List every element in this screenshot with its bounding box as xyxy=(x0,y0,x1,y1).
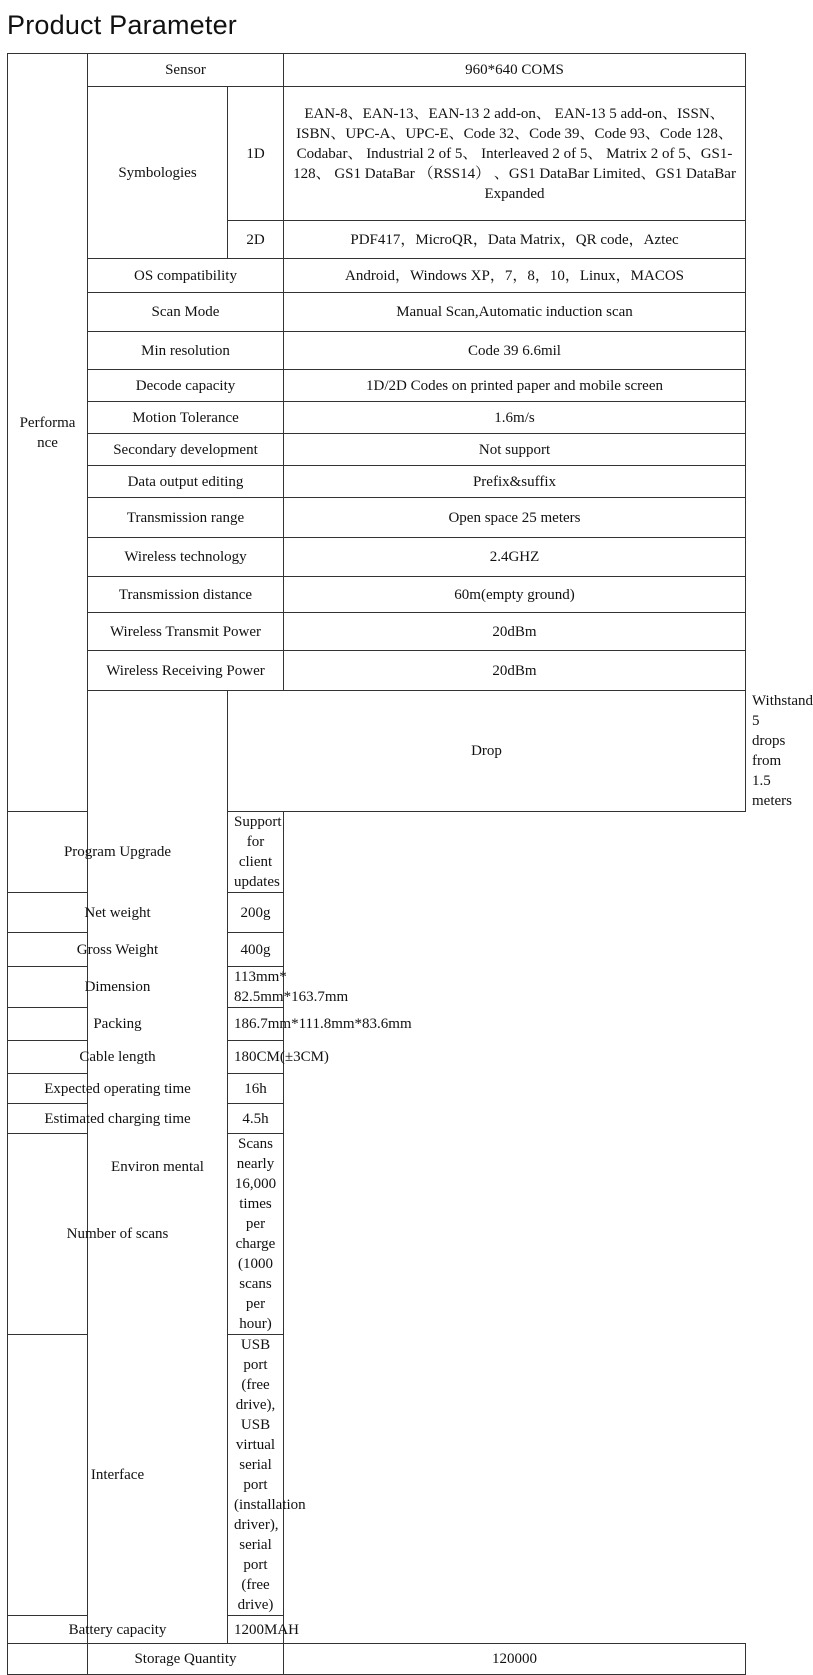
param-label: Battery capacity xyxy=(8,1616,228,1644)
table-row xyxy=(8,293,746,332)
table-row xyxy=(8,259,746,293)
param-value: 1.6m/s xyxy=(284,402,746,434)
param-label: Drop xyxy=(228,691,746,812)
table-row xyxy=(8,1616,746,1644)
table-row xyxy=(8,54,746,87)
param-label: Motion Tolerance xyxy=(88,402,284,434)
param-label: Interface xyxy=(8,1335,228,1616)
param-value: 2.4GHZ xyxy=(284,538,746,577)
param-value: 200g xyxy=(228,893,284,933)
table-row xyxy=(8,1104,746,1134)
param-value: 20dBm xyxy=(284,613,746,651)
table-row xyxy=(8,538,746,577)
table-row xyxy=(8,1008,746,1041)
category-performance: Performa nce xyxy=(8,54,88,812)
param-label: Transmission range xyxy=(88,498,284,538)
param-label: Wireless Transmit Power xyxy=(88,613,284,651)
table-row xyxy=(8,613,746,651)
param-label: Min resolution xyxy=(88,332,284,370)
param-value: Support for client updates xyxy=(228,812,284,893)
table-row xyxy=(8,893,746,933)
table-row: Environ mental Drop Withstand 5 drops from 1.5 meters xyxy=(8,691,746,812)
table-row xyxy=(8,967,746,1008)
param-label: Sensor xyxy=(88,54,284,87)
param-label: Transmission distance xyxy=(88,577,284,613)
param-value: Android，Windows XP，7，8，10，Linux，MACOS xyxy=(284,259,746,293)
param-label: Cable length xyxy=(8,1041,228,1074)
table-row xyxy=(8,87,746,221)
table-row xyxy=(8,812,746,893)
param-value: 960*640 COMS xyxy=(284,54,746,87)
parameter-table xyxy=(7,53,813,1675)
param-label: OS compatibility xyxy=(88,259,284,293)
table-row xyxy=(8,651,746,691)
param-value: 20dBm xyxy=(284,651,746,691)
table-row xyxy=(8,402,746,434)
table-row xyxy=(8,466,746,498)
table-row xyxy=(8,434,746,466)
category-environmental: Environ mental xyxy=(88,691,228,1644)
param-label: Packing xyxy=(8,1008,228,1041)
param-value: 120000 xyxy=(284,1644,746,1675)
page-title: Product Parameter xyxy=(7,10,237,40)
param-value: EAN-8、EAN-13、EAN-13 2 add-on、 EAN-13 5 add-on、ISSN、ISBN、UPC-A、UPC-E、Code 32、Code 39、Code 93、Code 128、Codabar、 Industrial 2 of 5、 Interleaved 2 of 5、 Matrix 2 of 5、GS1-128、 GS1 DataBar （RSS14） 、GS1 DataBar Limited、GS1 DataBar Expanded xyxy=(284,87,746,221)
param-value: PDF417，MicroQR，Data Matrix，QR code，Aztec xyxy=(284,221,746,259)
param-label: Gross Weight xyxy=(8,933,228,967)
param-label: Storage Quantity xyxy=(88,1644,284,1675)
param-label: Expected operating time xyxy=(8,1074,228,1104)
table-row xyxy=(8,1041,746,1074)
param-label: Estimated charging time xyxy=(8,1104,228,1134)
param-label: Number of scans xyxy=(8,1134,228,1335)
param-value: 60m(empty ground) xyxy=(284,577,746,613)
sub-label: 1D xyxy=(228,87,284,221)
param-value: 4.5h xyxy=(228,1104,284,1134)
param-value: Not support xyxy=(284,434,746,466)
table-row xyxy=(8,577,746,613)
sub-label: 2D xyxy=(228,221,284,259)
category-empty xyxy=(8,1644,88,1675)
param-value: 1200MAH xyxy=(228,1616,284,1644)
param-value: Prefix&suffix xyxy=(284,466,746,498)
param-value: 186.7mm*111.8mm*83.6mm xyxy=(228,1008,284,1041)
param-label: Program Upgrade xyxy=(8,812,228,893)
param-label: Decode capacity xyxy=(88,370,284,402)
param-label: Dimension xyxy=(8,967,228,1008)
param-value: 16h xyxy=(228,1074,284,1104)
param-value: 1D/2D Codes on printed paper and mobile screen xyxy=(284,370,746,402)
table-row xyxy=(8,1074,746,1104)
param-value: USB port (free drive), USB virtual serial port (installation driver), serial port (free drive) xyxy=(228,1335,284,1616)
param-label: Wireless Receiving Power xyxy=(88,651,284,691)
table-row xyxy=(8,1644,746,1675)
param-label: Wireless technology xyxy=(88,538,284,577)
table-row xyxy=(8,332,746,370)
param-value: Manual Scan,Automatic induction scan xyxy=(284,293,746,332)
param-value: 400g xyxy=(228,933,284,967)
table-row xyxy=(8,370,746,402)
table-row xyxy=(8,1335,746,1616)
table-row xyxy=(8,498,746,538)
param-label: Symbologies xyxy=(88,87,228,259)
param-label: Net weight xyxy=(8,893,228,933)
param-value: 113mm* 82.5mm*163.7mm xyxy=(228,967,284,1008)
param-value: Open space 25 meters xyxy=(284,498,746,538)
param-value: Scans nearly 16,000 times per charge (1000 scans per hour) xyxy=(228,1134,284,1335)
table-row xyxy=(8,933,746,967)
param-label: Secondary development xyxy=(88,434,284,466)
param-value: 180CM(±3CM) xyxy=(228,1041,284,1074)
param-label: Scan Mode xyxy=(88,293,284,332)
param-label: Data output editing xyxy=(88,466,284,498)
param-value: Code 39 6.6mil xyxy=(284,332,746,370)
